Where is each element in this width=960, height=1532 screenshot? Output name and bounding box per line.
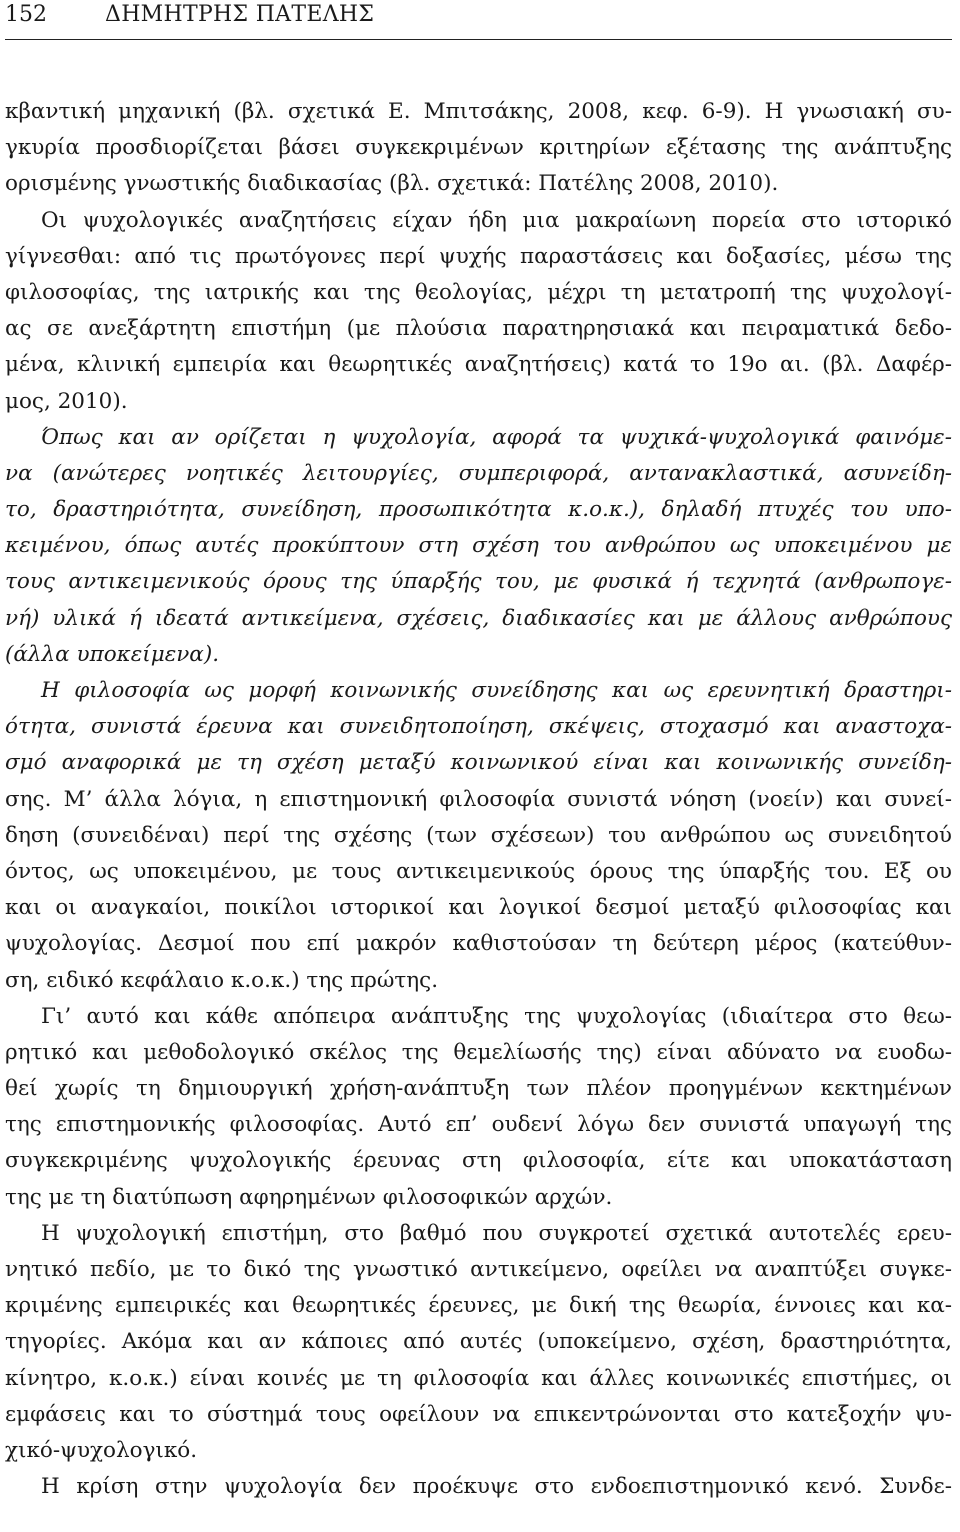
text-line: κίνητρο, κ.ο.κ.) είναι κοινές με τη φιλοσοφία και άλλες κοινωνικές επιστήμες, οι <box>5 1365 952 1391</box>
text-line: θεί χωρίς τη δημιουργική χρήση-ανάπτυξη των πλέον προηγμένων κεκτημένων <box>5 1076 952 1102</box>
text-line: (άλλα υποκείμενα). <box>5 641 220 667</box>
text-line: τηγορίες. Ακόμα και αν κάποιες από αυτές (υποκείμενο, σχέση, δραστηριότητα, <box>5 1329 952 1355</box>
text-line: μένα, κλινική εμπειρία και θεωρητικές αναζητήσεις) κατά το 19ο αι. (βλ. Δαφέρ- <box>5 352 952 378</box>
header-rule <box>5 39 952 40</box>
page-number: 152 <box>5 2 47 27</box>
page-header <box>5 2 955 28</box>
text-line: της επιστημονικής φιλοσοφίας. Αυτό επ’ ουδενί λόγω δεν συνιστά υπαγωγή της <box>5 1112 952 1138</box>
text-line: σμό αναφορικά με τη σχέση μεταξύ κοινωνικού είναι και κοινωνικής συνείδη- <box>5 750 952 776</box>
text-line: ορισμένης γνωστικής διαδικασίας (βλ. σχετικά: Πατέλης 2008, 2010). <box>5 171 779 197</box>
text-line: όντος, ως υποκειμένου, με τους αντικειμενικούς όρους της ύπαρξής του. Εξ ου <box>5 858 952 884</box>
text-line: ση, ειδικό κεφάλαιο κ.ο.κ.) της πρώτης. <box>5 967 439 993</box>
text-line: Γι’ αυτό και κάθε απόπειρα ανάπτυξης της ψυχολογίας (ιδιαίτερα στο θεω- <box>41 1003 952 1029</box>
body-text <box>5 94 952 1505</box>
text-line: Οι ψυχολογικές αναζητήσεις είχαν ήδη μια μακραίωνη πορεία στο ιστορικό <box>41 207 952 233</box>
text-line: μος, 2010). <box>5 388 128 414</box>
text-line: τους αντικειμενικούς όρους της ύπαρξής του, με φυσικά ή τεχνητά (ανθρωπογε- <box>5 569 952 595</box>
text-line: να (ανώτερες νοητικές λειτουργίες, συμπεριφορά, αντανακλαστικά, ασυνείδη- <box>5 460 952 486</box>
text-line: κριμένης εμπειρικές και θεωρητικές έρευνες, με δική της θεωρία, έννοιες και κα- <box>5 1293 952 1319</box>
text-line: Η κρίση στην ψυχολογία δεν προέκυψε στο ενδοεπιστημονικό κενό. Συνδε- <box>41 1474 952 1500</box>
text-line: Η φιλοσοφία ως μορφή κοινωνικής συνείδησης και ως ερευνητική δραστηρι- <box>41 678 952 703</box>
text-line: κειμένου, όπως αυτές προκύπτουν στη σχέση του ανθρώπου ως υποκειμένου με <box>5 533 952 559</box>
text-line: νή) υλικά ή ιδεατά αντικείμενα, σχέσεις, διαδικασίες και με άλλους ανθρώπους <box>5 605 952 631</box>
text-line: και οι αναγκαίοι, ποικίλοι ιστορικοί και λογικοί δεσμοί μεταξύ φιλοσοφίας και <box>5 895 952 921</box>
text-line: χικό-ψυχολογικό. <box>5 1437 198 1463</box>
text-line: Η ψυχολογική επιστήμη, στο βαθμό που συγκροτεί σχετικά αυτοτελές ερευ- <box>41 1220 952 1246</box>
text-line: κβαντική μηχανική (βλ. σχετικά Ε. Μπιτσάκης, 2008, κεφ. 6-9). Η γνωσιακή συ- <box>5 99 952 124</box>
text-line: ότητα, συνιστά έρευνα και συνειδητοποίηση, σκέψεις, στοχασμό και αναστοχα- <box>5 714 952 740</box>
text-line: δηση (συνειδέναι) περί της σχέσης (των σχέσεων) του ανθρώπου ως συνειδητού <box>5 822 952 848</box>
text-line: γκυρία προσδιορίζεται βάσει συγκεκριμένων κριτηρίων εξέτασης της ανάπτυξης <box>5 135 952 161</box>
text-line: σης. Μ’ άλλα λόγια, η επιστημονική φιλοσοφία συνιστά νόηση (νοείν) και συνεί- <box>5 786 952 812</box>
text-line: το, δραστηριότητα, συνείδηση, προσωπικότητα κ.ο.κ.), δηλαδή πτυχές του υπο- <box>5 497 952 523</box>
text-line: ας σε ανεξάρτητη επιστήμη (με πλούσια παρατηρησιακά και πειραματικά δεδο- <box>5 316 952 342</box>
text-line: εμφάσεις και το σύστημά τους οφείλουν να επικεντρώνονται στο κατεξοχήν ψυ- <box>5 1401 952 1427</box>
text-line: της με τη διατύπωση αφηρημένων φιλοσοφικών αρχών. <box>5 1184 613 1210</box>
text-line: νητικό πεδίο, με το δικό της γνωστικό αντικείμενο, οφείλει να αναπτύξει συγκε- <box>5 1257 952 1282</box>
text-line: ρητικό και μεθοδολογικό σκέλος της θεμελίωσής της) είναι αδύνατο να ευοδω- <box>5 1039 952 1065</box>
text-line: ψυχολογίας. Δεσμοί που επί μακρόν καθιστούσαν τη δεύτερη μέρος (κατεύθυν- <box>5 931 952 957</box>
text-line: γίγνεσθαι: από τις πρωτόγονες περί ψυχής παραστάσεις και δοξασίες, μέσω της <box>5 243 952 269</box>
text-line: φιλοσοφίας, της ιατρικής και της θεολογίας, μέχρι τη μετατροπή της ψυχολογί- <box>5 279 952 305</box>
text-line: συγκεκριμένης ψυχολογικής έρευνας στη φιλοσοφία, είτε και υποκατάσταση <box>5 1148 952 1174</box>
running-head: ΔΗΜΗΤΡΗΣ ΠΑΤΕΛΗΣ <box>105 2 375 27</box>
text-line: Όπως και αν ορίζεται η ψυχολογία, αφορά τα ψυχικά-ψυχολογικά φαινόμε- <box>41 424 952 450</box>
